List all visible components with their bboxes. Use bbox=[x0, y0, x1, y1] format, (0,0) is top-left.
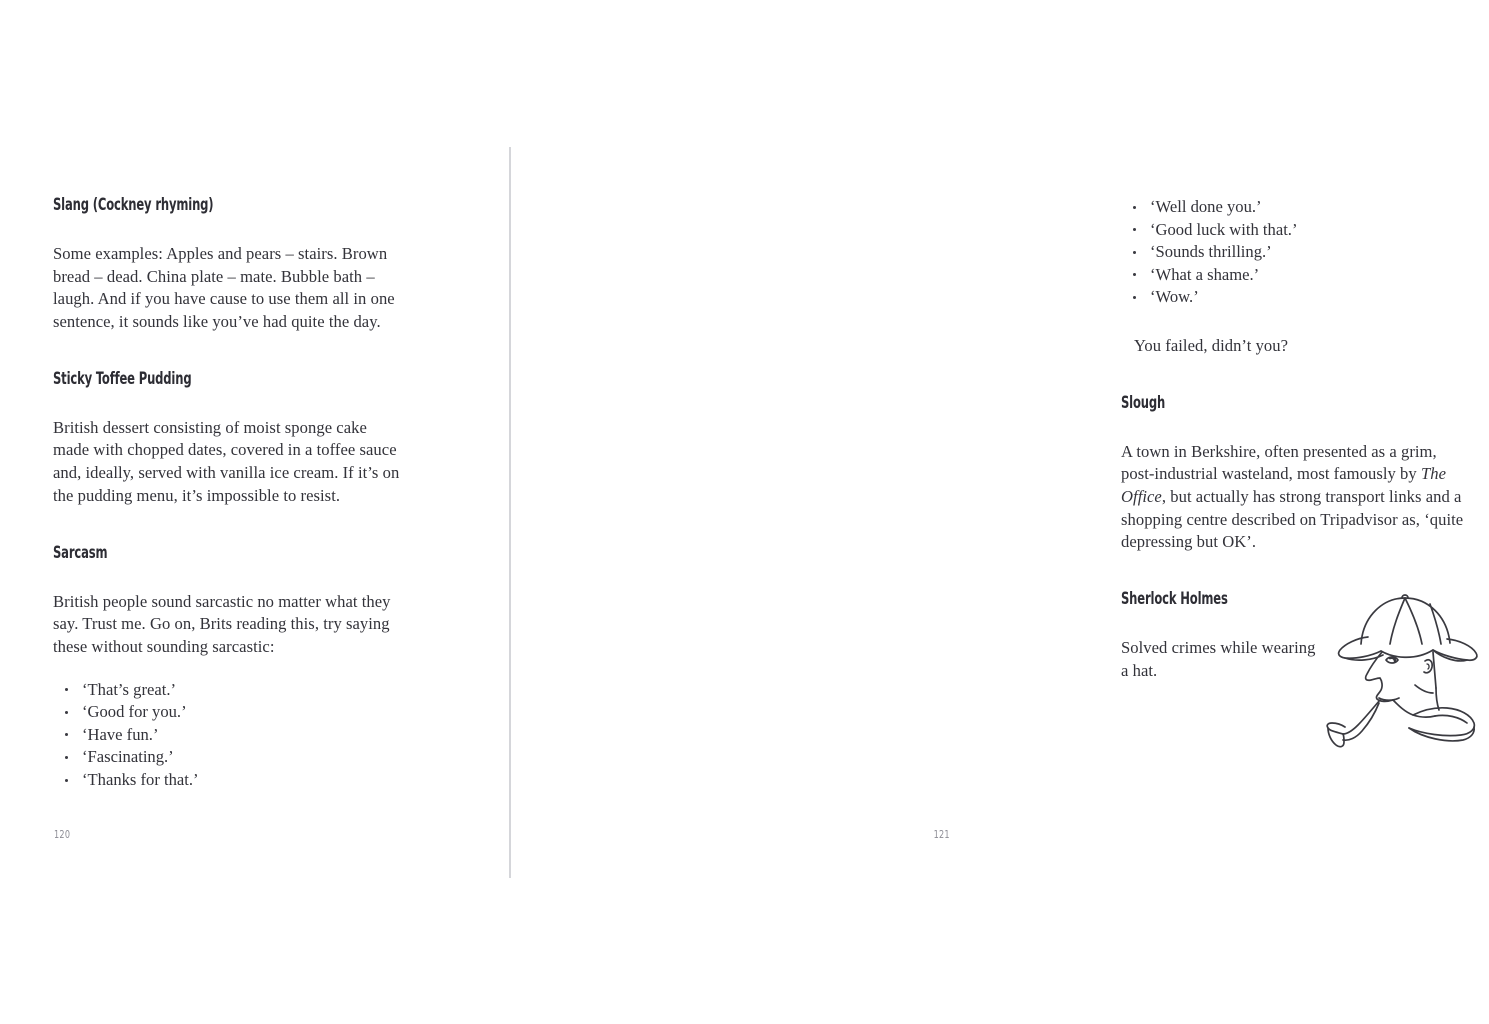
left-page-column bbox=[53, 196, 405, 792]
bullet-dot-icon bbox=[65, 688, 68, 691]
sarcasm-phrase-list-left bbox=[53, 679, 405, 792]
heading-sherlock-holmes: Sherlock Holmes bbox=[1121, 589, 1228, 609]
list-item bbox=[1121, 196, 1473, 219]
list-item bbox=[1121, 219, 1473, 242]
right-page bbox=[511, 0, 1464, 1024]
list-item-label: ‘Thanks for that.’ bbox=[82, 770, 199, 790]
paragraph-slough-part1: A town in Berkshire, often presented as a grim, post-industrial wasteland, most famously by bbox=[1121, 441, 1437, 484]
paragraph-sticky-toffee-pudding: British dessert consisting of moist sponge cake made with chopped dates, covered in a toffee sauce and, ideally, served with vanilla ice cream. If it’s on the pudding menu, it’s impossible to resist. bbox=[53, 417, 400, 505]
bullet-dot-icon bbox=[1133, 251, 1136, 254]
bullet-dot-icon bbox=[1133, 296, 1136, 299]
bullet-dot-icon bbox=[65, 711, 68, 714]
heading-slough: Slough bbox=[1121, 392, 1166, 412]
bullet-dot-icon bbox=[65, 779, 68, 782]
hat-dome-icon bbox=[1361, 598, 1450, 644]
neck-icon bbox=[1436, 688, 1439, 710]
paragraph-slough bbox=[1121, 441, 1473, 555]
list-item-label: ‘Good luck with that.’ bbox=[1150, 219, 1298, 239]
list-item bbox=[53, 746, 405, 769]
paragraph-slang-cockney-rhyming: Some examples: Apples and pears – stairs. Brown bread – dead. China plate – mate. Bubble bath – laugh. And if you have cause to use them all in one sentence, it sounds like you’ve had quite the day. bbox=[53, 243, 395, 332]
heading-sarcasm: Sarcasm bbox=[53, 542, 108, 562]
hat-front-brim-icon bbox=[1339, 637, 1381, 658]
list-item bbox=[53, 679, 405, 702]
bullet-dot-icon bbox=[65, 733, 68, 736]
sarcasm-phrase-list-right bbox=[1121, 196, 1473, 309]
cheek-line-icon bbox=[1415, 685, 1433, 693]
list-item bbox=[1121, 241, 1473, 264]
list-item bbox=[53, 769, 405, 792]
list-item-label: ‘Well done you.’ bbox=[1150, 197, 1262, 216]
list-item bbox=[1121, 286, 1473, 309]
left-page bbox=[0, 0, 509, 1024]
heading-sticky-toffee-pudding: Sticky Toffee Pudding bbox=[53, 368, 192, 388]
bullet-dot-icon bbox=[1133, 273, 1136, 276]
hat-seam-icon bbox=[1405, 598, 1422, 644]
collar-fold-icon bbox=[1435, 715, 1467, 723]
list-item bbox=[53, 701, 405, 724]
pipe-bowl-top-icon bbox=[1327, 723, 1345, 734]
ear-icon bbox=[1424, 660, 1432, 673]
list-item-label: ‘That’s great.’ bbox=[82, 679, 176, 699]
list-item-label: ‘Good for you.’ bbox=[82, 702, 187, 722]
list-item-label: ‘Fascinating.’ bbox=[82, 747, 174, 767]
paragraph-slough-part2: , but actually has strong transport links and a shopping centre described on Tripadvisor as, ‘quite depressing but OK’. bbox=[1121, 487, 1464, 552]
sherlock-holmes-illustration bbox=[1323, 582, 1489, 748]
mouth-icon bbox=[1379, 698, 1399, 700]
bullet-dot-icon bbox=[1133, 228, 1136, 231]
hat-seam-icon bbox=[1390, 598, 1405, 644]
list-item bbox=[53, 724, 405, 747]
ear-inner-icon bbox=[1427, 664, 1429, 669]
hat-back-brim-icon bbox=[1433, 639, 1477, 660]
page-number-right: 121 bbox=[933, 828, 950, 841]
sideburn-icon bbox=[1433, 652, 1436, 688]
paragraph-you-failed-note: You failed, didn’t you? bbox=[1134, 335, 1289, 355]
bullet-dot-icon bbox=[65, 756, 68, 759]
hat-band-icon bbox=[1381, 650, 1433, 657]
bullet-dot-icon bbox=[1133, 206, 1136, 209]
page-number-left: 120 bbox=[54, 828, 71, 841]
pipe-stem-icon bbox=[1343, 700, 1380, 734]
list-item-label: ‘What a shame.’ bbox=[1150, 264, 1260, 284]
list-item-label: ‘Sounds thrilling.’ bbox=[1150, 242, 1272, 262]
heading-slang-cockney-rhyming: Slang (Cockney rhyming) bbox=[53, 195, 214, 214]
eye-pupil-icon bbox=[1390, 658, 1395, 661]
list-item-label: ‘Wow.’ bbox=[1150, 287, 1199, 307]
paragraph-slough-italic-title: The Office bbox=[1121, 464, 1446, 507]
list-item bbox=[1121, 264, 1473, 287]
paragraph-sherlock-holmes: Solved crimes while wearing a hat. bbox=[1121, 638, 1316, 680]
list-item-label: ‘Have fun.’ bbox=[82, 724, 159, 744]
paragraph-sarcasm: British people sound sarcastic no matter what they say. Trust me. Go on, Brits reading this, try saying these without sounding sarcastic: bbox=[53, 591, 391, 656]
